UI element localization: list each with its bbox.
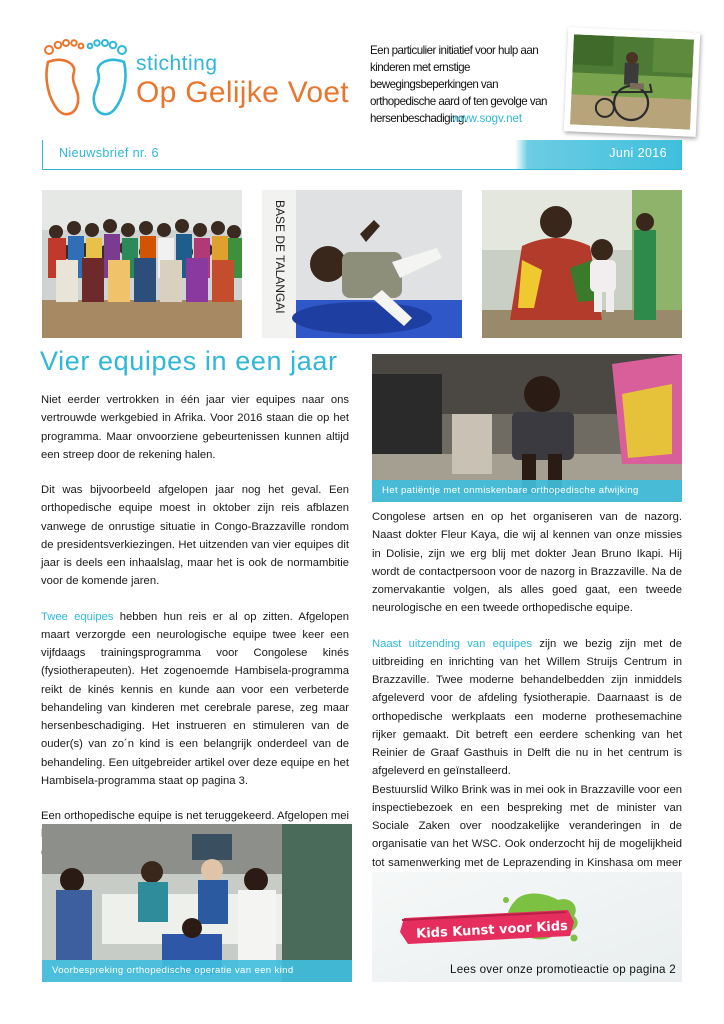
child-with-cast-photo — [262, 190, 462, 338]
operation-photo — [42, 824, 352, 982]
paragraph — [41, 608, 349, 791]
paragraph — [372, 635, 682, 781]
logo — [40, 38, 360, 120]
newsletter-banner — [42, 140, 682, 170]
logo-line2: Op Gelijke Voet — [136, 76, 349, 109]
kids-kunst-badge — [398, 892, 583, 950]
promo-box — [372, 872, 682, 982]
article-title: Vier equipes in een jaar — [40, 346, 338, 376]
mother-and-child-photo — [482, 190, 682, 338]
wheelchair-photo — [564, 27, 700, 137]
paragraph: Congolese artsen en op het organiseren van de nazorg. Naast dokter Fleur Kaya, die wij al kennen van onze missies in Dolisie, zijn we erg blij met dokter Jean Bruno Ikapi. Hij wordt de contactpersoon voor de nazorg in Brazzaville. Na de zomervakantie volgen, als alles goed gaat, een tweede neurologische en een tweede orthopedische equipe. — [372, 511, 682, 615]
operation-caption: Voorbespreking orthopedische operatie van een kind — [42, 960, 352, 982]
paragraph: Niet eerder vertrokken in één jaar vier equipes naar ons vertrouwde werkgebied in Afrika. Voor 2016 staan die op het programma. Maar onvoorziene gebeurtenissen kunnen altijd een streep door de rekening halen. — [41, 394, 349, 461]
badge-text: Kids Kunst voor Kids — [415, 918, 569, 942]
paragraph: Een orthopedische equipe is net teruggekeerd. Afgelopen mei — [41, 810, 349, 822]
issue-number: Nieuwsbrief nr. 6 — [59, 146, 159, 160]
paragraph-text: hebben hun reis er al op zitten. Afgelopen maart verzorgde een neurologische equipe twee keer een vijfdaags trainingsprogramma voor Congolese kinés (fysiotherapeuten). Het zogenoemde Hambisela-programma reikt de kinés kennis en kunde aan voor een verbeterde behandeling van kinderen met cerebrale parese, zeg maar hersenbeschadiging. Het instrueren en stimuleren van de ouder(s) van zo´n kind is een belangrijk onderdeel van de behandeling. Een uitgebreider artikel over deze equipe en het Hambisela-programma staat op pagina 3. — [41, 610, 349, 787]
article-right-column — [372, 508, 682, 890]
paragraph: Bestuurslid Wilko Brink was in mei ook in Brazzaville voor een inspectiebezoek en een bespreking met de minister van Sociale Zaken over noodzakelijke veranderingen in de organisatie van het WSC. Ook onderzocht hij de mogelijkheid tot samenwerking met de Leprazending in Kinshasa om meer — [372, 783, 682, 869]
highlight-text: Naast uitzending van equipes — [372, 637, 533, 650]
patient-caption: Het patiëntje met onmiskenbare orthopedische afwijking — [372, 480, 682, 502]
issue-date: Juni 2016 — [609, 146, 667, 160]
promo-text[interactable]: Lees over onze promotieactie op pagina 2 — [450, 963, 676, 976]
highlight-text: Twee equipes — [41, 610, 114, 623]
group-image — [42, 190, 242, 338]
footprints-icon — [40, 38, 134, 120]
wheelchair-image — [570, 34, 694, 129]
child-with-cast-image — [262, 190, 462, 338]
logo-line1: stichting — [136, 52, 218, 75]
operation-image — [42, 824, 352, 982]
paragraph-text: zijn we bezig zijn met de uitbreiding en inrichting van het Willem Struijs Centrum in Brazzaville. Twee moderne behandelbedden zijn inmiddels afgeleverd voor de afdeling fysiotherapie. Daarnaast is de orthopedische werkplaats een moderne prothesemachine rijker gemaakt. Dit betreft een eerdere schenking van het Reinier de Graaf Gasthuis in Delft die nu in het centrum is afgeleverd en geïnstalleerd. — [372, 637, 682, 778]
svg-text:BASE DE TALANGAI: BASE DE TALANGAI — [273, 200, 287, 314]
website-link[interactable]: www.sogv.net — [452, 113, 523, 125]
patient-photo — [372, 354, 682, 502]
mother-and-child-image — [482, 190, 682, 338]
tagline: Een particulier initiatief voor hulp aan kinderen met ernstige bewegingsbeperkingen van orthopedische aard of ten gevolge van hersenbeschadiging. — [370, 44, 547, 125]
article-left-column — [41, 391, 349, 862]
group-photo — [42, 190, 242, 338]
paragraph: Dit was bijvoorbeeld afgelopen jaar nog het geval. Een orthopedische equipe moest in oktober zijn reis afblazen vanwege de onrustige situatie in Congo-Brazzaville rondom de presidentsverkiezingen. Het uitzenden van vier equipes dit jaar is deels een inhaalslag, maar het is ook de normambitie voor de komende jaren. — [41, 484, 349, 588]
